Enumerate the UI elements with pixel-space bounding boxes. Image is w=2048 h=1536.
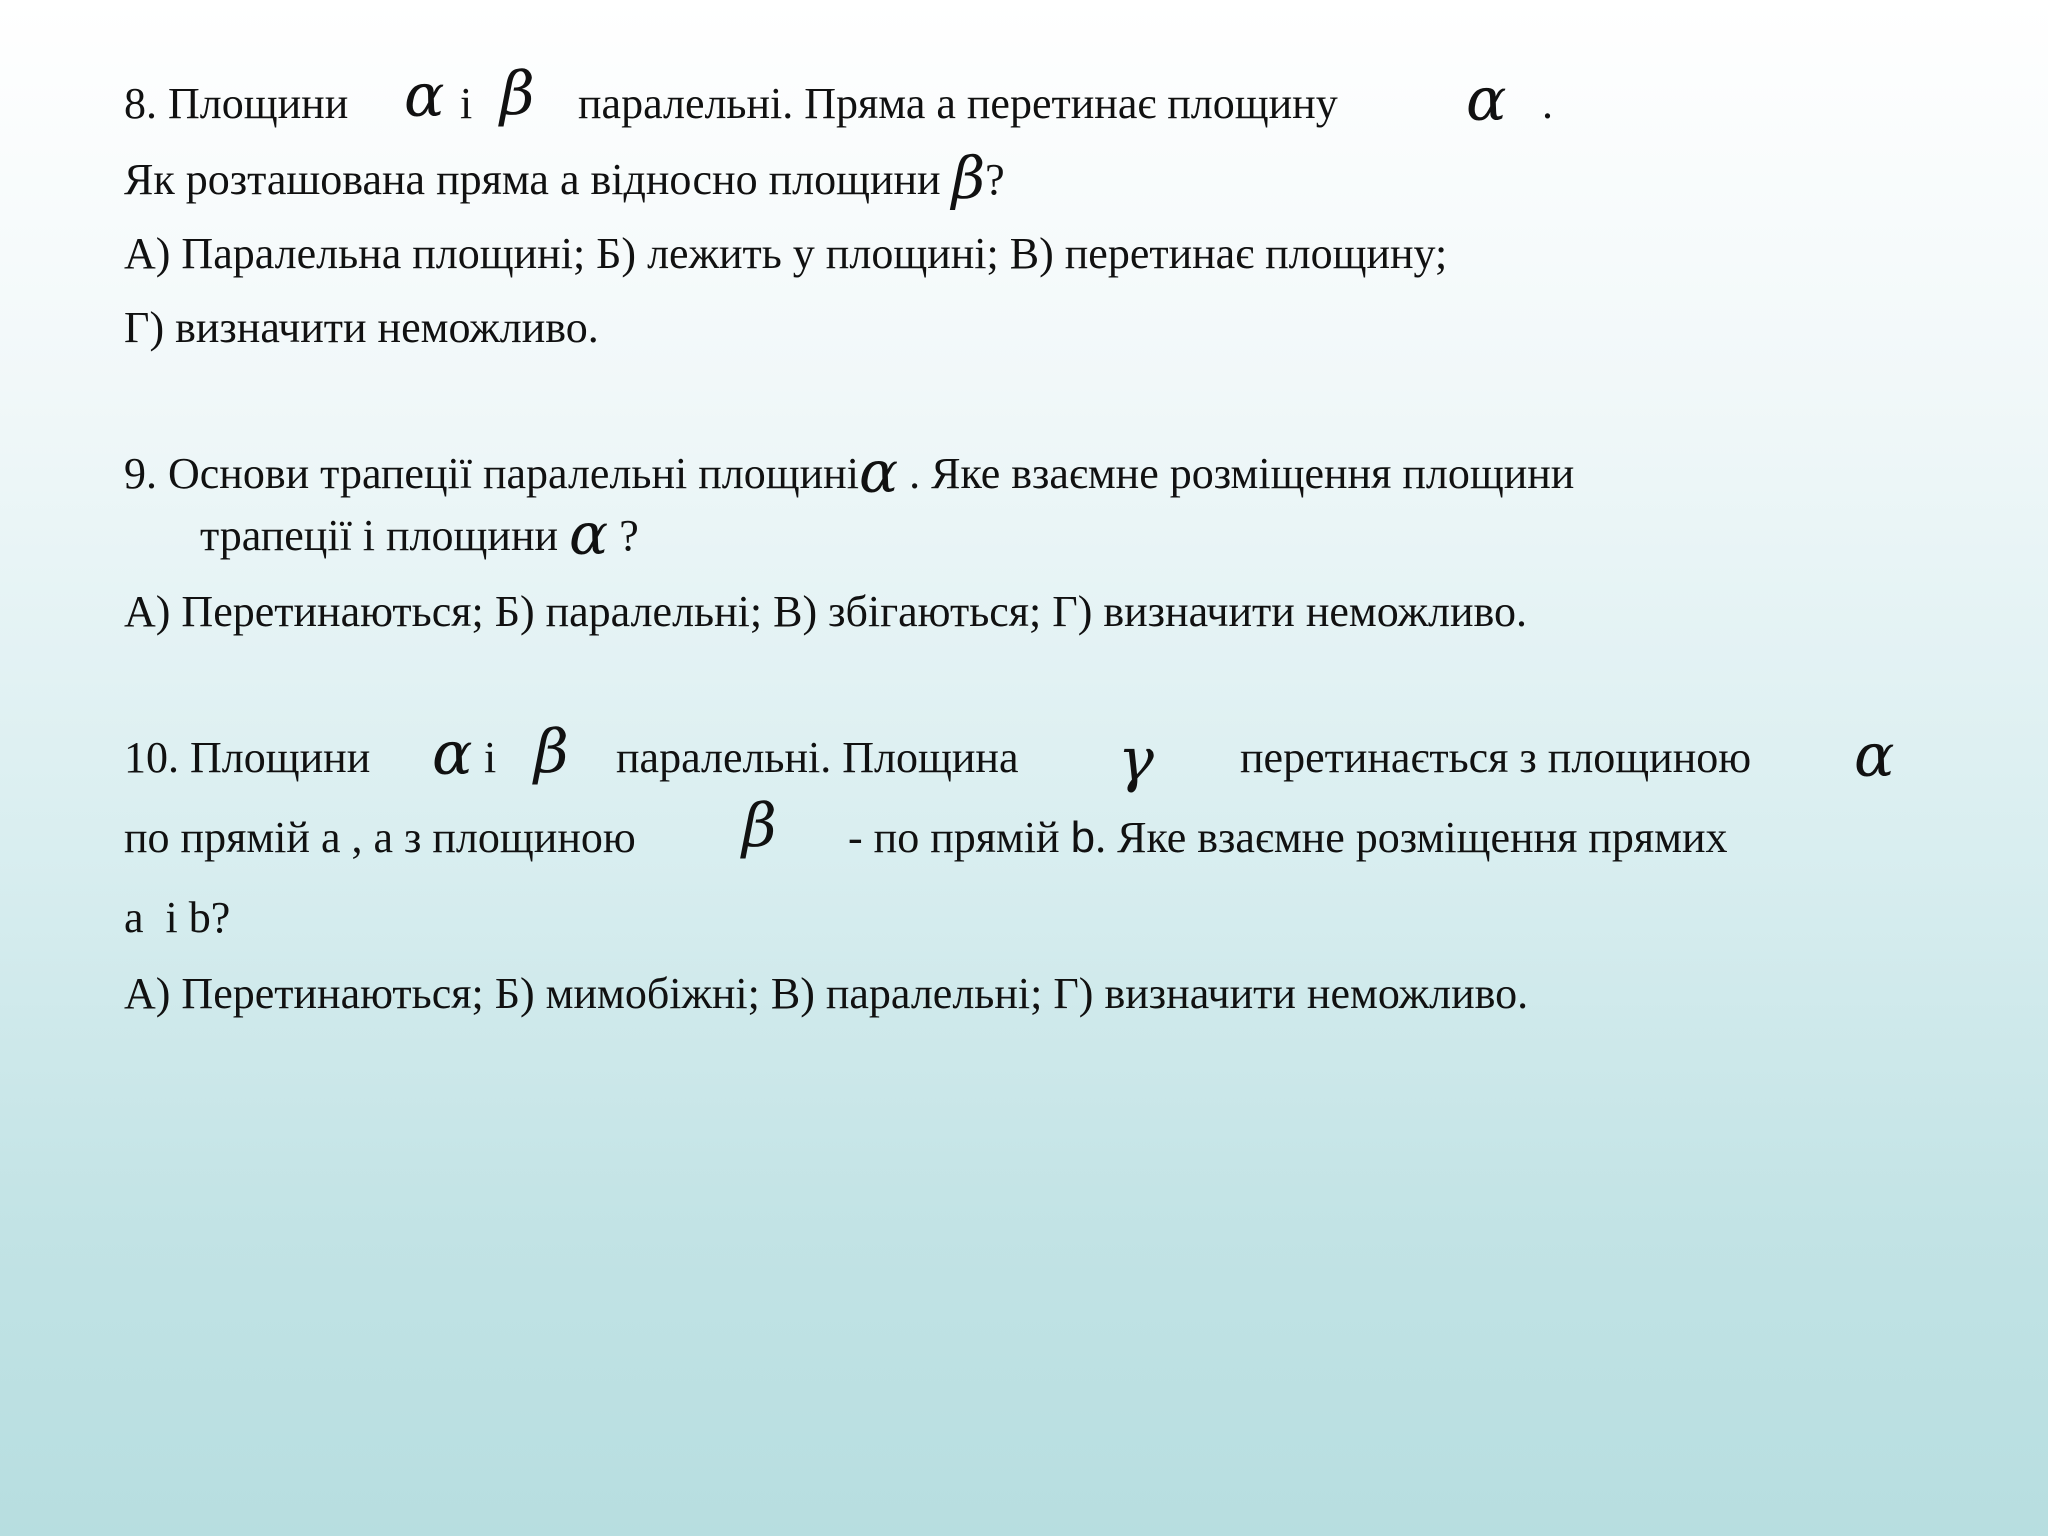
q10-alpha-symbol: α <box>432 719 473 789</box>
q9-line2-text: трапеції і площини <box>200 511 559 560</box>
q10-answers: А) Перетинаються; Б) мимобіжні; В) паралельні; Г) визначити неможливо. <box>124 969 1529 1018</box>
q9-line2-question-mark: ? <box>619 511 639 560</box>
q10-alpha-symbol-2: α <box>1854 721 1895 791</box>
q10-line1-part1: 10. Площини <box>124 733 371 782</box>
q9-line1 <box>124 438 1575 506</box>
q10-line1-part2: паралельні. Площина <box>616 733 1019 782</box>
q10-beta-symbol-2: β <box>742 791 777 861</box>
q8-alpha-symbol: α <box>404 61 445 131</box>
q10-gamma-symbol: γ <box>1118 725 1154 795</box>
q10-line2-text-a: - по прямій <box>848 813 1071 862</box>
q10-line2-text-b: . Яке взаємне розміщення прямих <box>1095 813 1728 862</box>
q10-line3: a і b? <box>124 893 231 942</box>
q8-line2 <box>124 144 1005 212</box>
q9-alpha-symbol-2: α <box>569 500 609 568</box>
q8-beta-symbol: β <box>500 59 535 129</box>
q8-alpha-symbol-2: α <box>1466 65 1507 135</box>
q10-line2-b: b <box>1070 813 1096 862</box>
q8-answers-line1: А) Паралельна площині; Б) лежить у площині; В) перетинає площину; <box>124 229 1448 278</box>
q8-line2-text: Як розташована пряма а відносно площини <box>124 155 941 204</box>
q8-line1-i: і <box>460 79 473 128</box>
q9-line2 <box>200 500 639 568</box>
q8-line1-dot: . <box>1542 79 1553 128</box>
q8-line1-part1: 8. Площини <box>124 79 349 128</box>
q9-line1-text: 9. Основи трапеції паралельні площині <box>124 449 859 498</box>
q10-line1-i: і <box>484 733 497 782</box>
q9-alpha-symbol: α <box>858 438 899 506</box>
q10-line2-part1: по прямій a , а з площиною <box>124 813 636 862</box>
q8-line2-question-mark: ? <box>985 155 1005 204</box>
q10-beta-symbol: β <box>534 717 569 787</box>
q9-answers: А) Перетинаються; Б) паралельні; В) збігаються; Г) визначити неможливо. <box>124 587 1528 636</box>
q10-line1-part3: перетинається з площиною <box>1240 733 1752 782</box>
q8-beta-symbol-2: β <box>951 144 986 212</box>
q10-line2-part2 <box>848 810 1728 866</box>
q8-answers-line2: Г) визначити неможливо. <box>124 303 599 352</box>
q9-line1-rest: . Яке взаємне розміщення площини <box>909 449 1575 498</box>
q8-line1-part2: паралельні. Пряма а перетинає площину <box>578 79 1338 128</box>
